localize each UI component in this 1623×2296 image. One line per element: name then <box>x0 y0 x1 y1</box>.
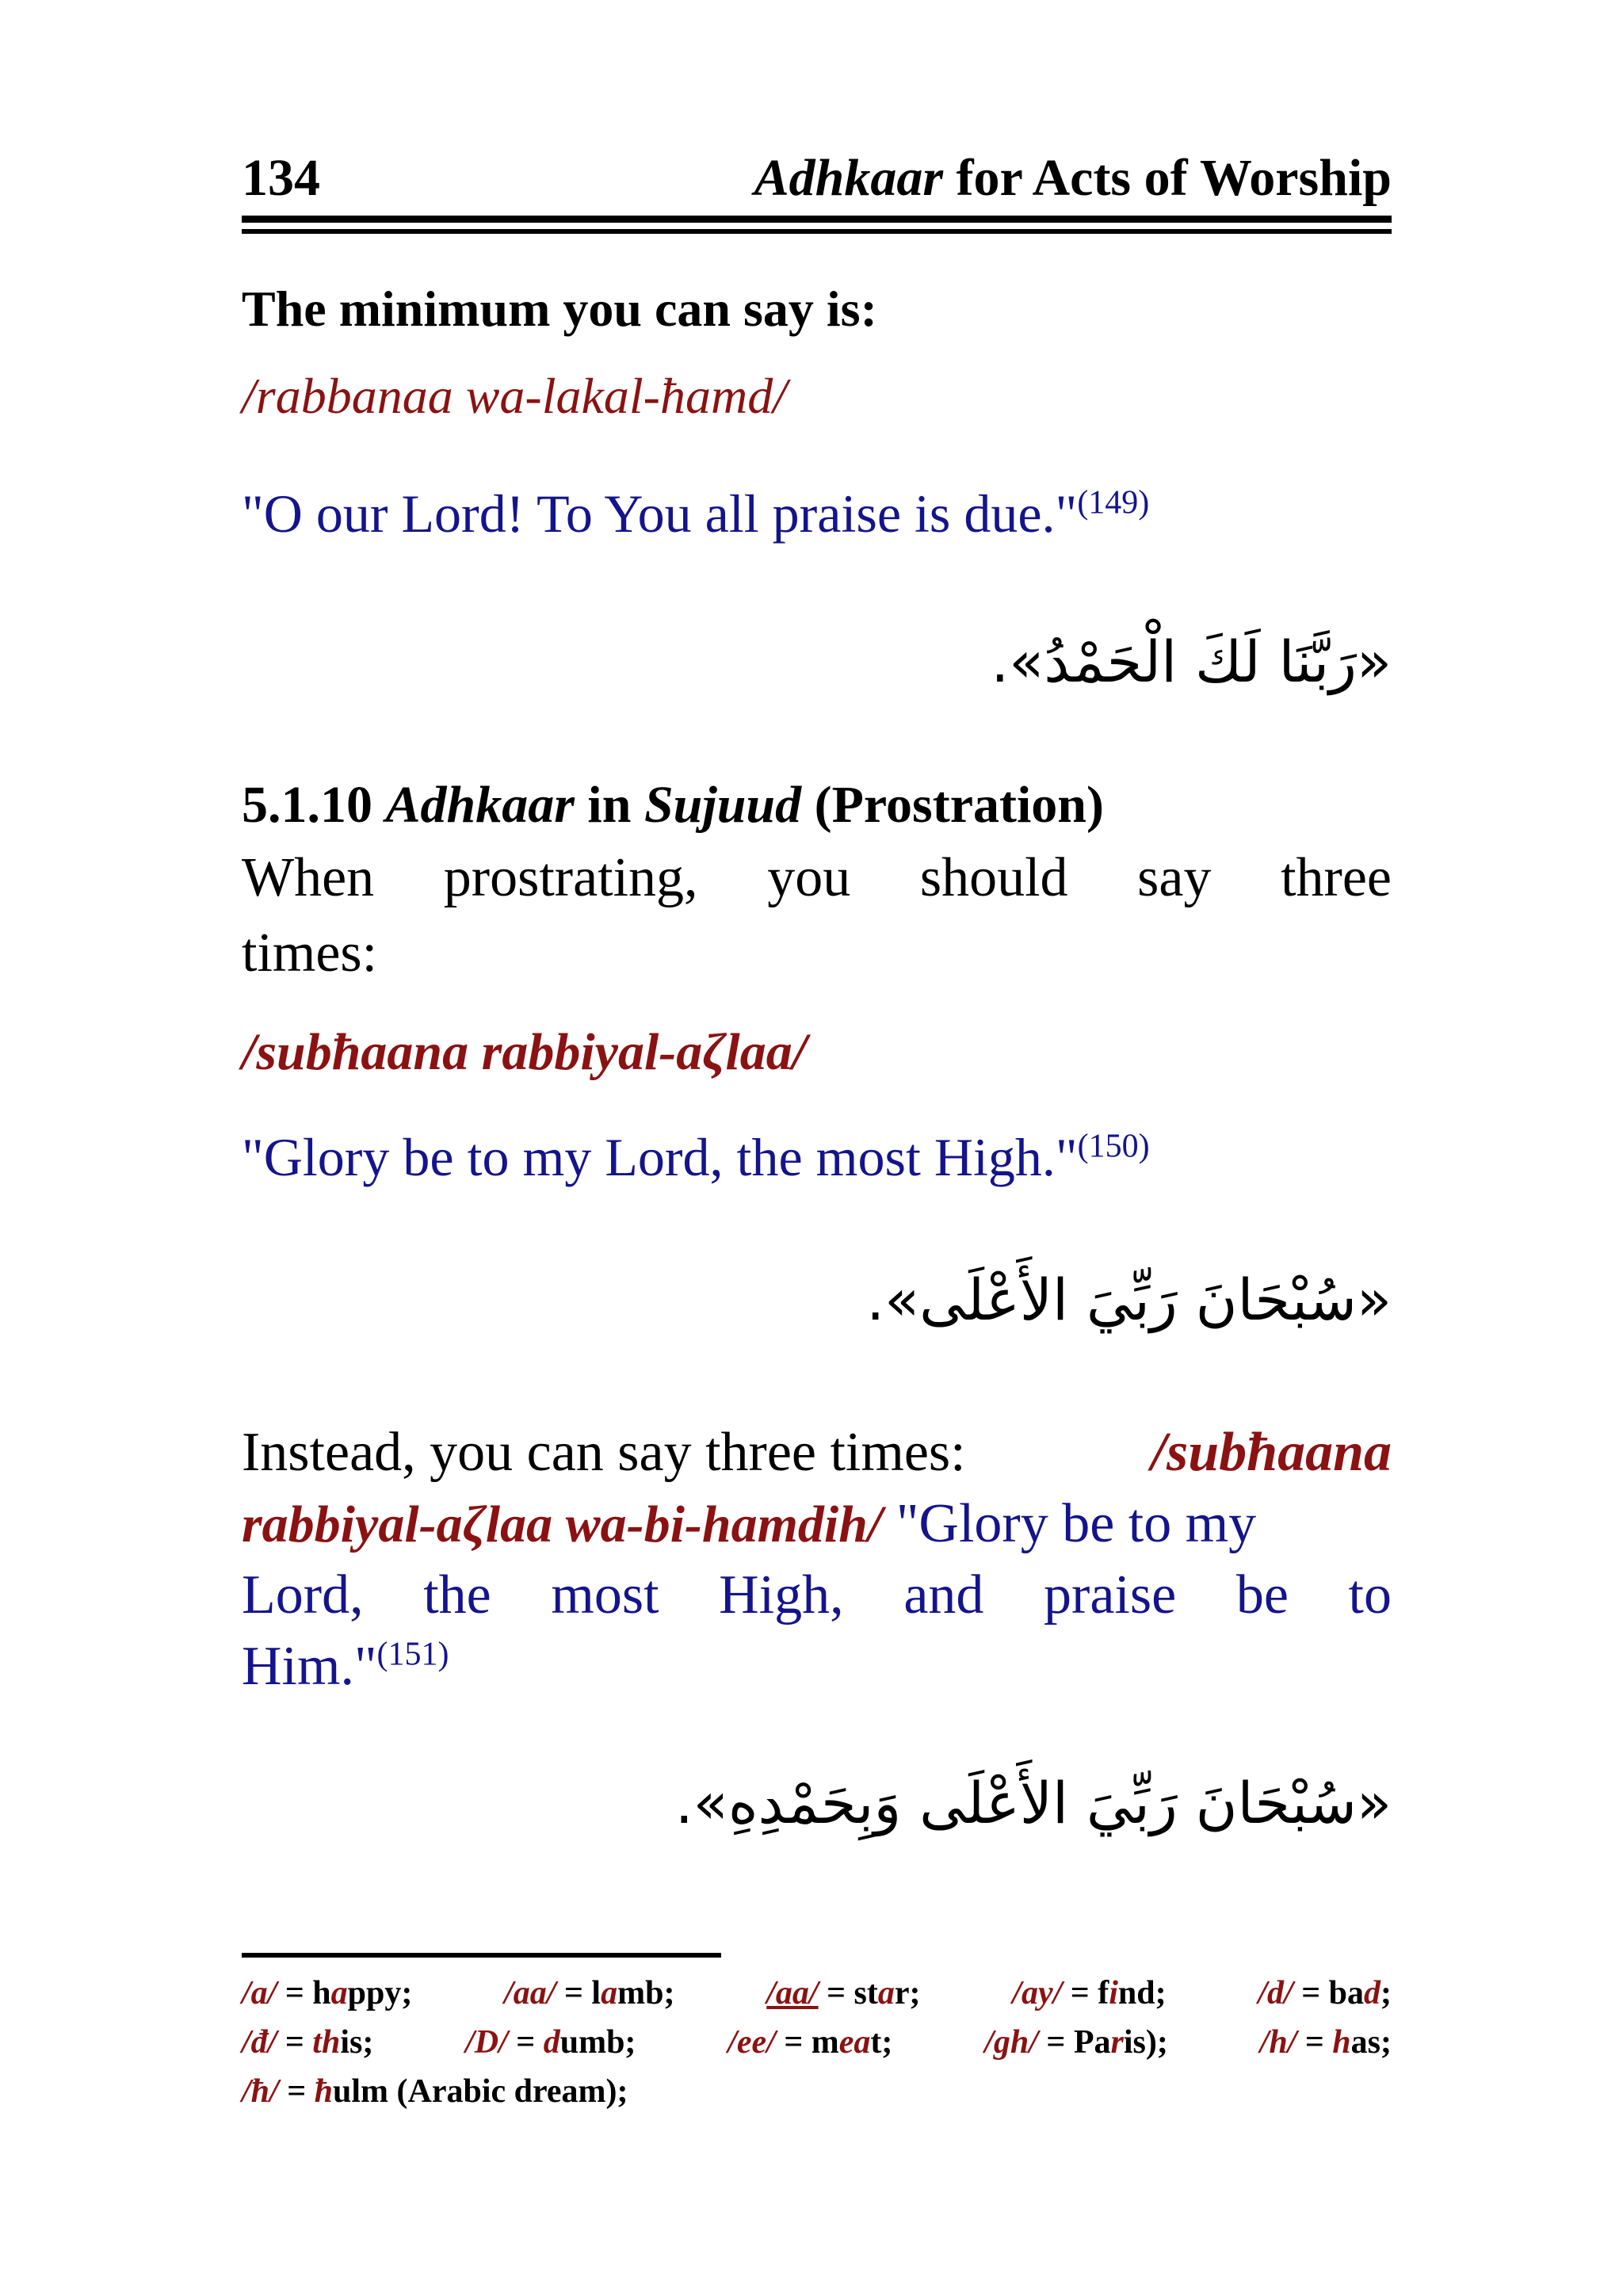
fn-h-dot: /ħ/ = ħulm (Arabic dream); <box>242 2073 628 2110</box>
arabic-2: «سُبْحَانَ رَبِّيَ الأَعْلَى». <box>866 1266 1392 1333</box>
heading-in: in <box>574 776 644 834</box>
fn-dh: /đ/ = this; <box>242 2024 374 2061</box>
instead-translit-end: rabbiyal-aζlaa wa-bi-hamdih/ <box>242 1496 883 1553</box>
fn-ay: /ay/ = find; <box>1012 1975 1167 2011</box>
fn-d: /d/ = bad; <box>1258 1975 1392 2011</box>
translation-2-text: "Glory be to my Lord, the most High." <box>242 1127 1078 1187</box>
running-title <box>754 147 1392 210</box>
minimum-intro: The minimum you can say is: <box>242 281 877 337</box>
instead-translit-start: /subħaana <box>1151 1422 1392 1483</box>
prostrating-intro-line2: times: <box>242 923 378 984</box>
instead-trans-end: Him." <box>242 1636 377 1697</box>
instead-trans-start: "Glory be to my <box>882 1493 1257 1554</box>
header-rule-thick <box>242 216 1392 223</box>
prostrating-intro-line1: When prostrating, you should say three <box>242 847 1392 908</box>
footnote-rule <box>242 1953 721 1958</box>
translation-1 <box>242 478 1392 549</box>
heading-adhkaar: Adhkaar <box>385 776 575 834</box>
section-heading-5-1-10 <box>242 773 1392 838</box>
arabic-3: «سُبْحَانَ رَبِّيَ الأَعْلَى وَبِحَمْدِهِ». <box>674 1770 1392 1836</box>
running-title-italic: Adhkaar <box>754 149 944 207</box>
fn-aa-star: /aa/ = star; <box>766 1975 921 2011</box>
footnote-line1 <box>242 1969 1392 2017</box>
instead-line3: Lord, the most High, and praise be to <box>242 1564 1392 1626</box>
instead-line2 <box>242 1490 1392 1558</box>
running-title-rest: for Acts of Worship <box>943 149 1392 207</box>
heading-sujuud: Sujuud <box>643 776 802 834</box>
page-number: 134 <box>242 149 320 207</box>
footnote-line2 <box>242 2019 1392 2066</box>
instead-line4 <box>242 1633 1392 1700</box>
fn-D: /D/ = dumb; <box>465 2024 636 2061</box>
fn-h: /h/ = has; <box>1259 2024 1392 2061</box>
instead-text: Instead, you can say three times: <box>242 1422 966 1483</box>
heading-prostration: (Prostration) <box>801 776 1104 834</box>
translation-1-text: "O our Lord! To You all praise is due." <box>242 483 1078 544</box>
footnote-ref-151: (151) <box>376 1636 449 1673</box>
footnote-ref-149: (149) <box>1077 484 1150 521</box>
transliteration-1: /rabbanaa wa-lakal-ħamd/ <box>242 368 787 424</box>
fn-a: /a/ = happy; <box>242 1975 413 2011</box>
transliteration-2: /subħaana rabbiyal-aζlaa/ <box>242 1023 808 1081</box>
footnote-line3 <box>242 2068 1392 2115</box>
arabic-1: «رَبَّنَا لَكَ الْحَمْدُ». <box>991 628 1392 695</box>
header-rule-thin <box>242 229 1392 234</box>
section-number: 5.1.10 <box>242 776 372 834</box>
fn-ee: /ee/ = meat; <box>727 2024 893 2061</box>
page-header <box>242 147 1392 210</box>
instead-line1 <box>242 1419 1392 1486</box>
footnote-ref-150: (150) <box>1077 1128 1150 1165</box>
translation-2 <box>242 1121 1392 1193</box>
fn-aa-lamb: /aa/ = lamb; <box>504 1975 675 2011</box>
fn-gh: /gh/ = Paris); <box>984 2024 1168 2061</box>
